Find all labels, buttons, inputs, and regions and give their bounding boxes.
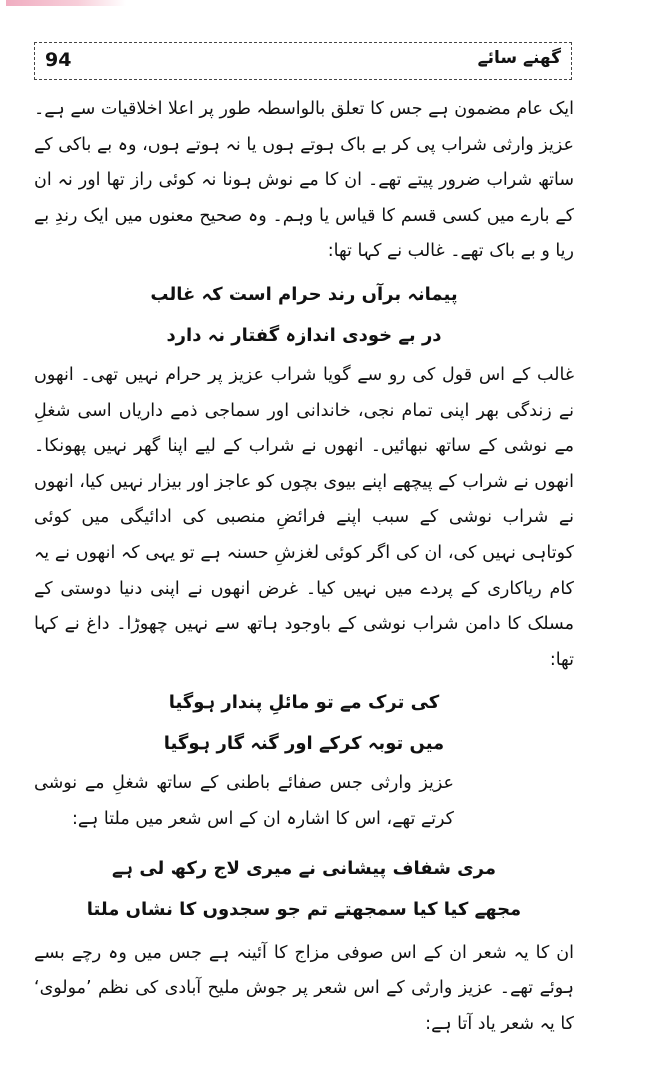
paragraph-4: ان کا یہ شعر ان کے اس صوفی مزاج کا آئینہ ہے جس میں وہ رچے بسے ہوئے تھے۔ عزیز وارثی کے اس شعر پر جوش ملیح آبادی کی نظم ’مولوی‘ کا یہ شعر یاد آتا ہے: (34, 942, 574, 1034)
verse-line: میں توبہ کرکے اور گنہ گار ہوگیا (163, 733, 445, 755)
verse-line: در بے خودی اندازہ گفتار نہ دارد (166, 324, 442, 346)
couplet-dagh (34, 682, 574, 764)
verse-line: کی ترک مے تو مائلِ پندار ہوگیا (168, 692, 440, 714)
page-number: 94 (45, 49, 72, 71)
couplet-ghalib (34, 274, 574, 356)
verse-line: پیمانہ برآں رند حرام است کہ غالب (150, 283, 458, 305)
verse-line: مجھے کیا کیا سمجھتے تم جو سجدوں کا نشاں ملتا (86, 898, 522, 920)
verse-line: مری شفاف پیشانی نے میری لاج رکھ لی ہے (111, 857, 497, 879)
running-title: گھنے سائے (477, 48, 561, 68)
page-header (34, 42, 572, 80)
page-body (34, 92, 574, 1042)
paragraph-3: عزیز وارثی جس صفائے باطنی کے ساتھ شغلِ مے نوشی کرتے تھے، اس کا اشارہ ان کے اس شعر میں ملتا ہے: (34, 773, 454, 829)
couplet-aziz (34, 848, 574, 930)
top-edge-mark (6, 0, 126, 6)
paragraph-2: غالب کے اس قول کی رو سے گویا شراب عزیز پر حرام نہیں تھی۔ انھوں نے زندگی بھر اپنی تمام نجی، خاندانی اور سماجی ذمے داریاں اسی شغلِ مے نوشی کے ساتھ نبھائیں۔ انھوں نے شراب کے لیے اپنا گھر نہیں پھونکا۔ انھوں نے شراب کے پیچھے اپنے بیوی بچوں کو عاجز اور بیزار نہیں کیا، انھوں نے شراب نوشی کے سبب اپنے فرائضِ منصبی کی ادائیگی میں کوئی کوتاہی نہیں کی، ان کی اگر کوئی لغزشِ حسنہ ہے تو یہی کہ انھوں نے یہ کام ریاکاری کے پردے میں نہیں کیا۔ غرض انھوں نے اپنی دنیا دوستی کے مسلک کا دامن شراب نوشی کے باوجود ہاتھ سے نہیں چھوڑا۔ داغ نے کہا تھا: (34, 364, 574, 670)
paragraph-1: ایک عام مضمون ہے جس کا تعلق بالواسطہ طور پر اعلا اخلاقیات سے ہے۔ عزیز وارثی شراب پی کر بے باک ہوتے ہوں یا نہ ہوتے ہوں، وہ بے باکی کے ساتھ شراب ضرور پیتے تھے۔ ان کا مے نوش ہونا نہ کوئی راز تھا اور نہ ان کے بارے میں کسی قسم کا قیاس یا وہم۔ وہ صحیح معنوں میں ایک رندِ بے ریا و بے باک تھے۔ غالب نے کہا تھا: (34, 99, 574, 262)
